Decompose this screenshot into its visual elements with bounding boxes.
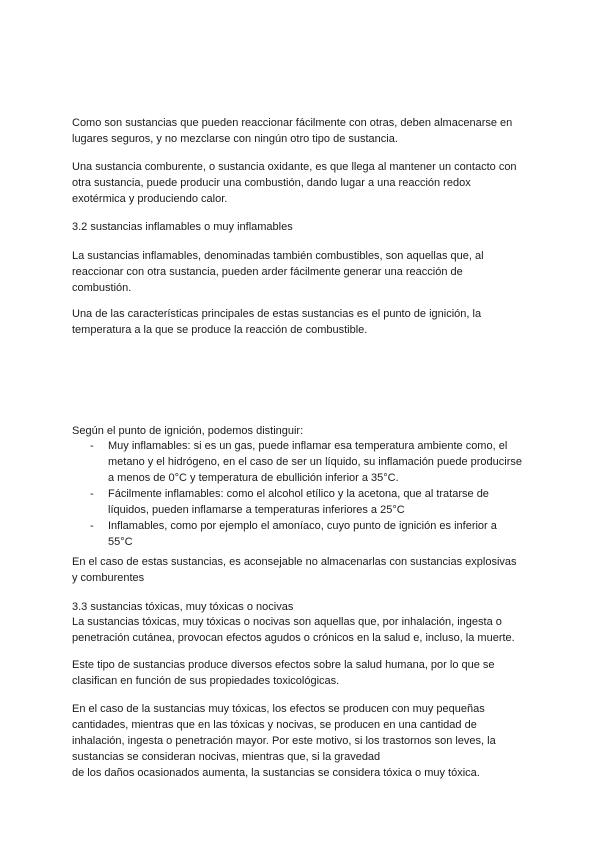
paragraph-inflamables: [72, 248, 532, 296]
paragraph-punto-ignicion: [72, 306, 532, 338]
paragraph-comburente: [72, 159, 532, 207]
text-line: Inflamables, como por ejemplo el amoníaco, cuyo punto de ignición es inferior a: [108, 520, 497, 532]
section-heading-3-3: 3.3 sustancias tóxicas, muy tóxicas o nocivas: [72, 601, 294, 613]
paragraph-storage: [72, 115, 532, 147]
text-line: En el caso de estas sustancias, es aconsejable no almacenarlas con sustancias explosivas: [72, 556, 517, 568]
flammability-list: [72, 438, 532, 550]
text-line: La sustancias inflamables, denominadas también combustibles, son aquellas que, al: [72, 250, 484, 262]
list-item: [72, 438, 532, 486]
text-line: clasifican en función de sus propiedades toxicológicas.: [72, 675, 340, 687]
text-line: Este tipo de sustancias produce diversos efectos sobre la salud humana, por lo que se: [72, 659, 495, 671]
text-line: líquidos, pueden inflamarse a temperaturas inferiores a 25°C: [108, 504, 405, 516]
list-item: [72, 486, 532, 518]
paragraph-efectos-salud: [72, 657, 532, 689]
text-line: Como son sustancias que pueden reaccionar fácilmente con otras, deben almacenarse en: [72, 117, 513, 129]
text-line: 55°C: [108, 536, 133, 548]
text-line: cantidades, mientras que en las tóxicas y nocivas, se producen en una cantidad de: [72, 719, 477, 731]
text-line: exotérmica y produciendo calor.: [72, 193, 228, 205]
text-line: inhalación, ingesta o penetración mayor. Por este motivo, si los trastornos son leves, la: [72, 735, 496, 747]
list-bullet: -: [90, 520, 94, 532]
paragraph-distinguir: Según el punto de ignición, podemos distinguir:: [72, 425, 304, 437]
list-bullet: -: [90, 440, 94, 452]
text-line: sustancias se consideran nocivas, mientras que, si la gravedad: [72, 751, 381, 763]
list-item: [72, 518, 532, 550]
text-line: a menos de 0°C y temperatura de ebullición inferior a 35°C.: [108, 472, 399, 484]
text-line: lugares seguros, y no mezclarse con ningún otro tipo de sustancia.: [72, 133, 398, 145]
section-heading-3-2: 3.2 sustancias inflamables o muy inflamables: [72, 221, 293, 233]
paragraph-toxicas: [72, 614, 532, 646]
text-line: de los daños ocasionados aumenta, la sustancias se considera tóxica o muy tóxica.: [72, 767, 480, 779]
text-line: combustión.: [72, 282, 132, 294]
text-line: Muy inflamables: si es un gas, puede inflamar esa temperatura ambiente como, el: [108, 440, 508, 452]
text-line: otra sustancia, puede producir una combustión, dando lugar a una reacción redox: [72, 177, 471, 189]
list-bullet: -: [90, 488, 94, 500]
text-line: Una sustancia comburente, o sustancia oxidante, es que llega al mantener un contacto con: [72, 161, 517, 173]
paragraph-almacenamiento: [72, 554, 532, 586]
text-line: Una de las características principales de estas sustancias es el punto de ignición, la: [72, 308, 482, 320]
paragraph-muy-toxicas: [72, 701, 532, 781]
text-line: En el caso de la sustancias muy tóxicas, los efectos se producen con muy pequeñas: [72, 703, 485, 715]
text-line: Fácilmente inflamables: como el alcohol etílico y la acetona, que al tratarse de: [108, 488, 489, 500]
text-line: penetración cutánea, provocan efectos agudos o crónicos en la salud e, incluso, la muerte.: [72, 632, 515, 644]
text-line: La sustancias tóxicas, muy tóxicas o nocivas son aquellas que, por inhalación, ingesta o: [72, 616, 502, 628]
text-line: y comburentes: [72, 572, 145, 584]
text-line: temperatura a la que se produce la reacción de combustible.: [72, 324, 368, 336]
text-line: metano y el hidrógeno, en el caso de ser un líquido, su inflamación puede producirse: [108, 456, 522, 468]
text-line: reaccionar con otra sustancia, pueden arder fácilmente generar una reacción de: [72, 266, 463, 278]
